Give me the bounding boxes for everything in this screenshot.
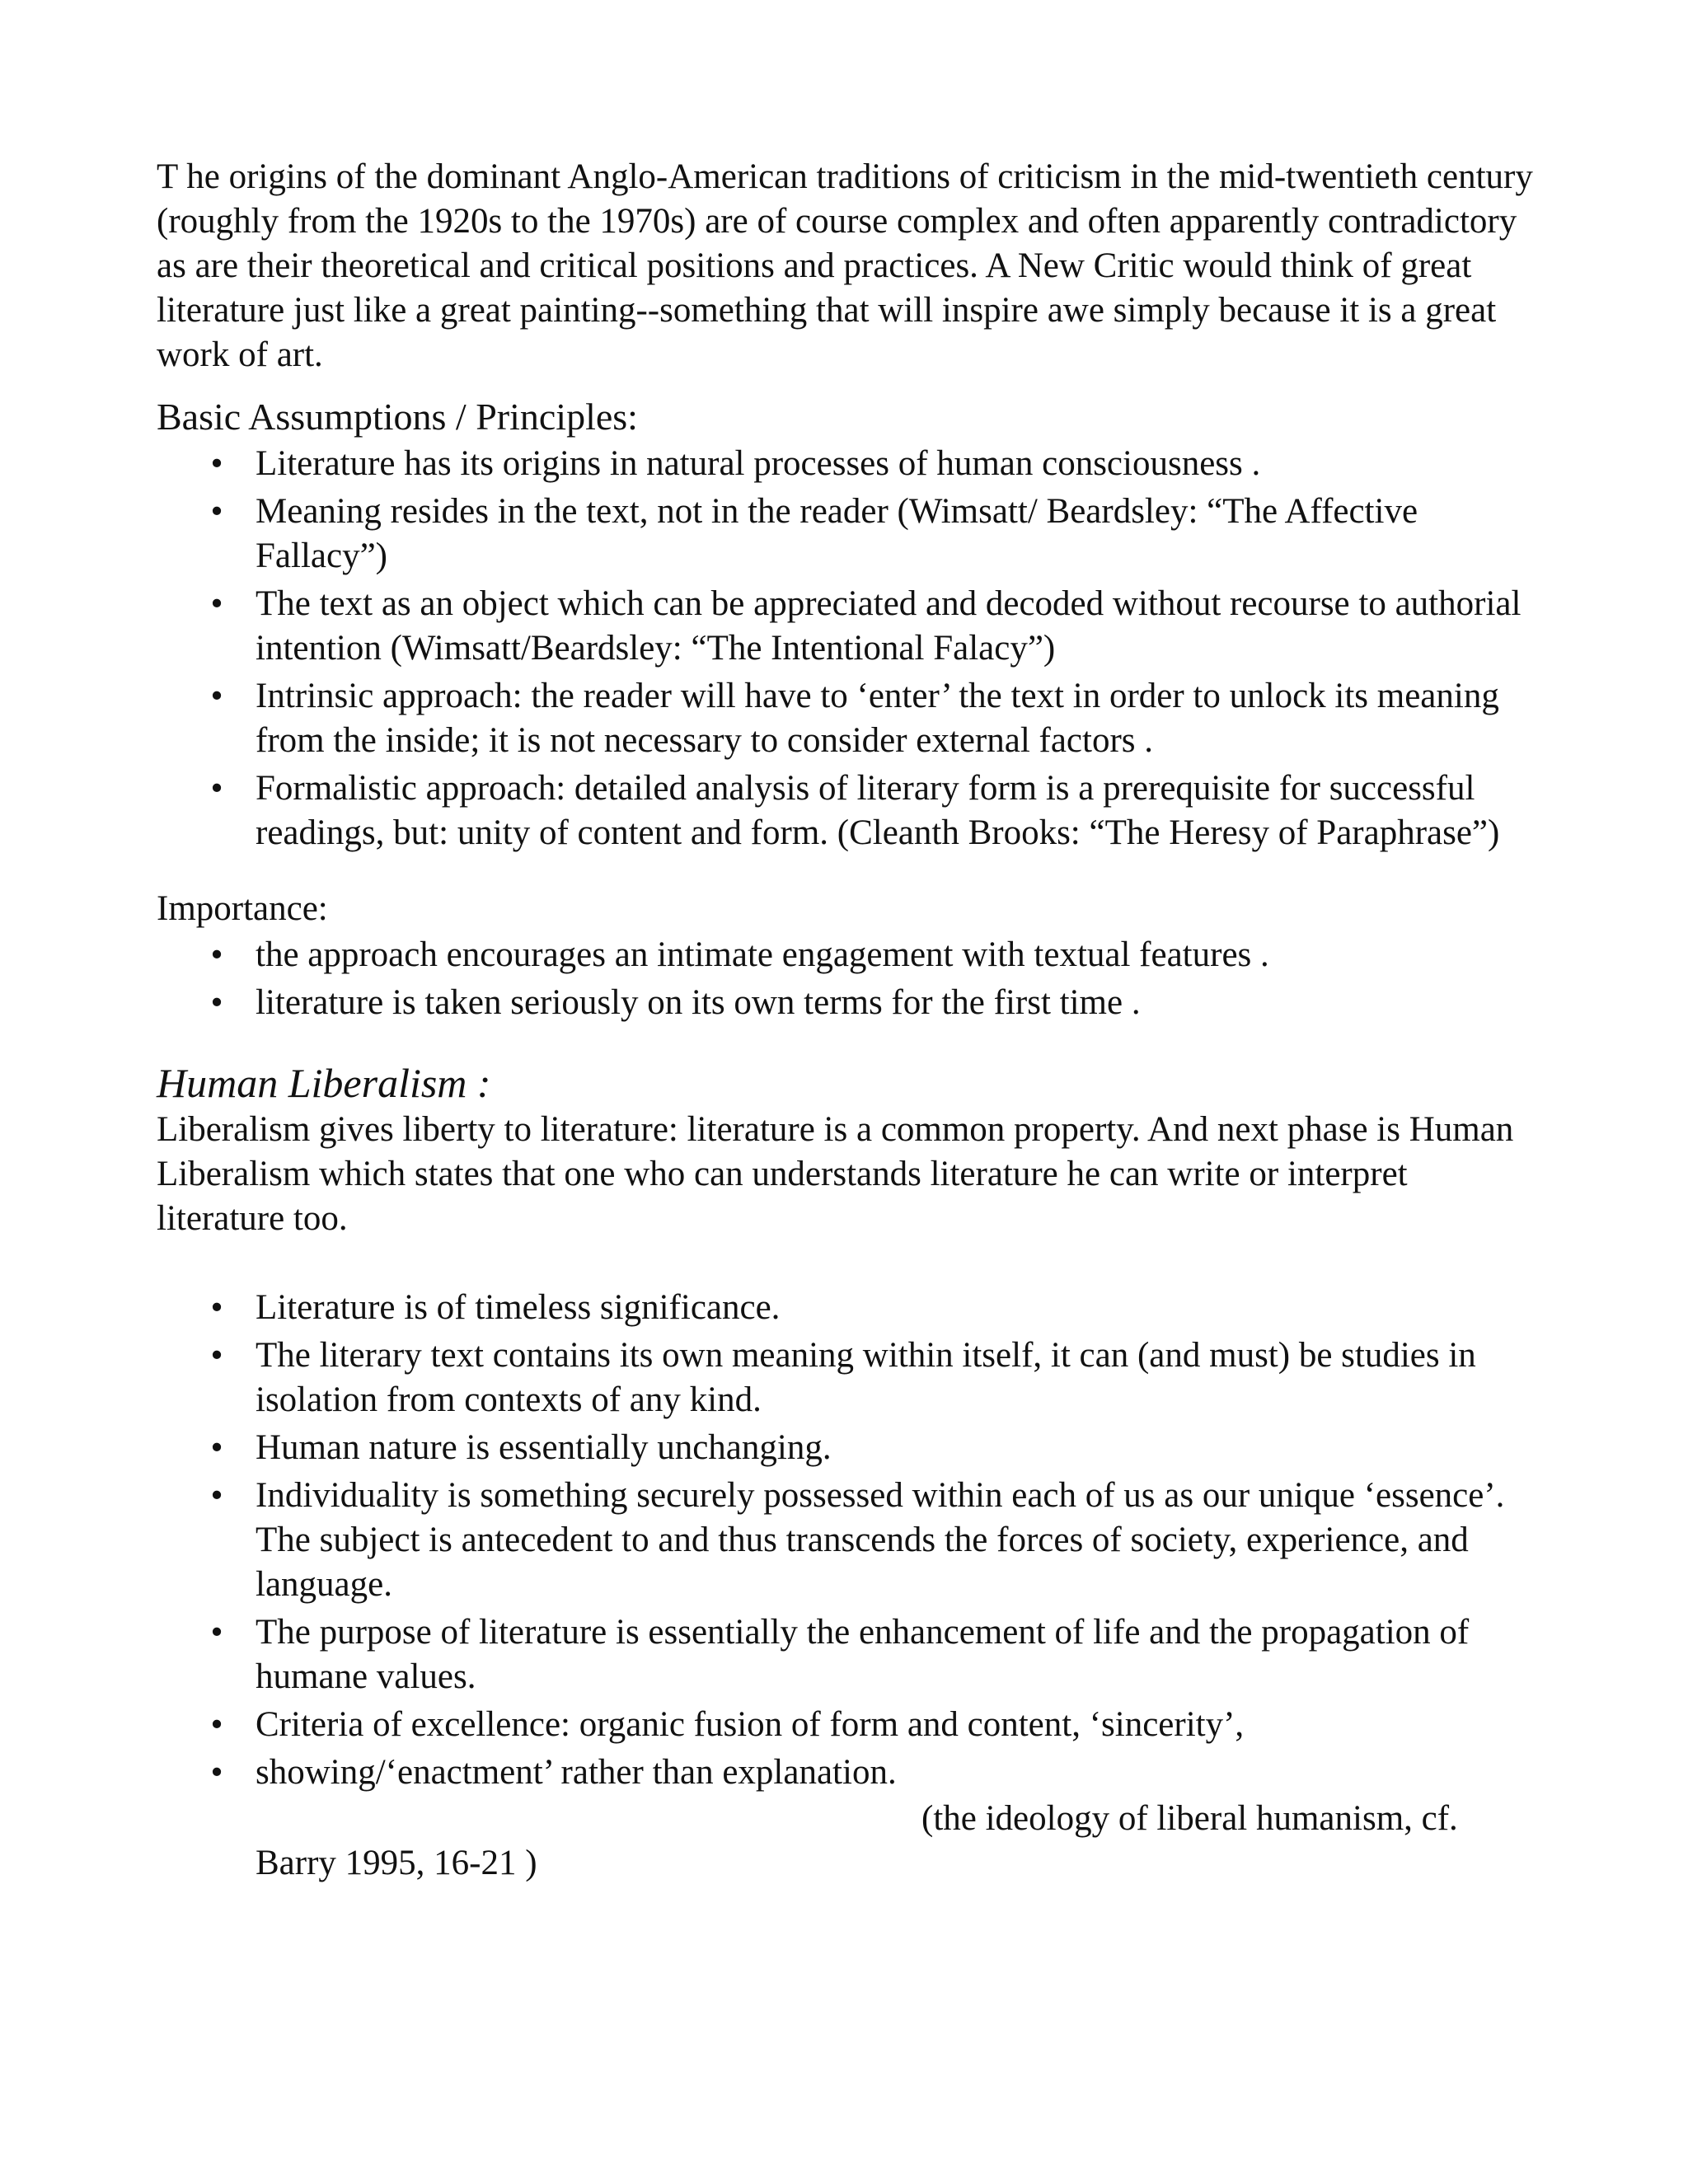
bullet-icon: • [210, 1336, 223, 1375]
basic-assumptions-list [157, 442, 1533, 855]
list-item [157, 1333, 1533, 1422]
list-item-text: The literary text contains its own meaning within itself, it can (and must) be studies in isolation from contexts of any kind. [256, 1336, 1476, 1419]
bullet-icon: • [210, 935, 223, 974]
list-item [157, 1474, 1533, 1607]
list-item-text: showing/‘enactment’ rather than explanation. [256, 1753, 897, 1792]
basic-assumptions-heading: Basic Assumptions / Principles: [157, 396, 638, 438]
bullet-icon: • [210, 1476, 223, 1515]
list-item [157, 490, 1533, 579]
list-item-text: Individuality is something securely possessed within each of us as our unique ‘essence’. The subject is antecedent to and thus transcends the forces of society, experience, and language. [256, 1476, 1505, 1604]
list-item-text: Intrinsic approach: the reader will have to ‘enter’ the text in order to unlock its meaning from the inside; it is not necessary to consider external factors . [256, 677, 1499, 760]
bullet-icon: • [210, 1753, 223, 1792]
bullet-icon: • [210, 444, 223, 483]
bullet-icon: • [210, 492, 223, 531]
human-liberalism-list [157, 1286, 1533, 1795]
bullet-icon: • [210, 1613, 223, 1652]
list-item [157, 1610, 1533, 1699]
human-liberalism-heading: Human Liberalism : [157, 1060, 491, 1106]
human-liberalism-paragraph: Liberalism gives liberty to literature: literature is a common property. And next phase is Human Liberalism which states that one who can understands literature he can write or interpret literature too. [157, 1110, 1514, 1238]
list-item-text: Literature has its origins in natural processes of human consciousness . [256, 444, 1261, 483]
list-item-text: the approach encourages an intimate engagement with textual features . [256, 935, 1269, 974]
bullet-icon: • [210, 677, 223, 715]
bullet-icon: • [210, 983, 223, 1022]
list-item-text: The purpose of literature is essentially the enhancement of life and the propagation of humane values. [256, 1613, 1470, 1696]
bullet-icon: • [210, 1288, 223, 1327]
bullet-icon: • [210, 584, 223, 623]
list-item [157, 674, 1533, 763]
list-item-text: Human nature is essentially unchanging. [256, 1428, 832, 1467]
importance-list [157, 933, 1533, 1025]
list-item [157, 981, 1533, 1025]
list-item [157, 1703, 1533, 1747]
list-item-text: Meaning resides in the text, not in the reader (Wimsatt/ Beardsley: “The Affective Fallacy”) [256, 492, 1418, 575]
citation: (the ideology of liberal humanism, cf. Barry 1995, 16-21 ) [256, 1799, 1458, 1882]
list-item [157, 933, 1533, 977]
list-item [157, 1750, 1533, 1795]
list-item-text: Criteria of excellence: organic fusion of form and content, ‘sincerity’, [256, 1705, 1245, 1744]
importance-heading: Importance: [157, 889, 328, 928]
list-item [157, 1426, 1533, 1470]
list-item-text: literature is taken seriously on its own terms for the first time . [256, 983, 1141, 1022]
list-item [157, 442, 1533, 486]
list-item [157, 582, 1533, 671]
list-item-text: The text as an object which can be appreciated and decoded without recourse to authorial intention (Wimsatt/Beardsley: “The Intentional Falacy”) [256, 584, 1522, 668]
intro-paragraph: T he origins of the dominant Anglo-American traditions of criticism in the mid-twentieth century (roughly from the 1920s to the 1970s) are of course complex and often apparently contradictory as are their theoretical and critical positions and practices. A New Critic would think of great literature just like a great painting--something that will inspire awe simply because it is a great work of art. [157, 157, 1533, 374]
bullet-icon: • [210, 769, 223, 808]
document-body [157, 155, 1533, 1886]
list-item-text: Literature is of timeless significance. [256, 1288, 781, 1327]
list-item-text: Formalistic approach: detailed analysis of literary form is a prerequisite for successful readings, but: unity of content and form. (Cleanth Brooks: “The Heresy of Paraphrase”) [256, 769, 1500, 852]
bullet-icon: • [210, 1428, 223, 1467]
list-item [157, 1286, 1533, 1330]
list-item [157, 766, 1533, 855]
bullet-icon: • [210, 1705, 223, 1744]
